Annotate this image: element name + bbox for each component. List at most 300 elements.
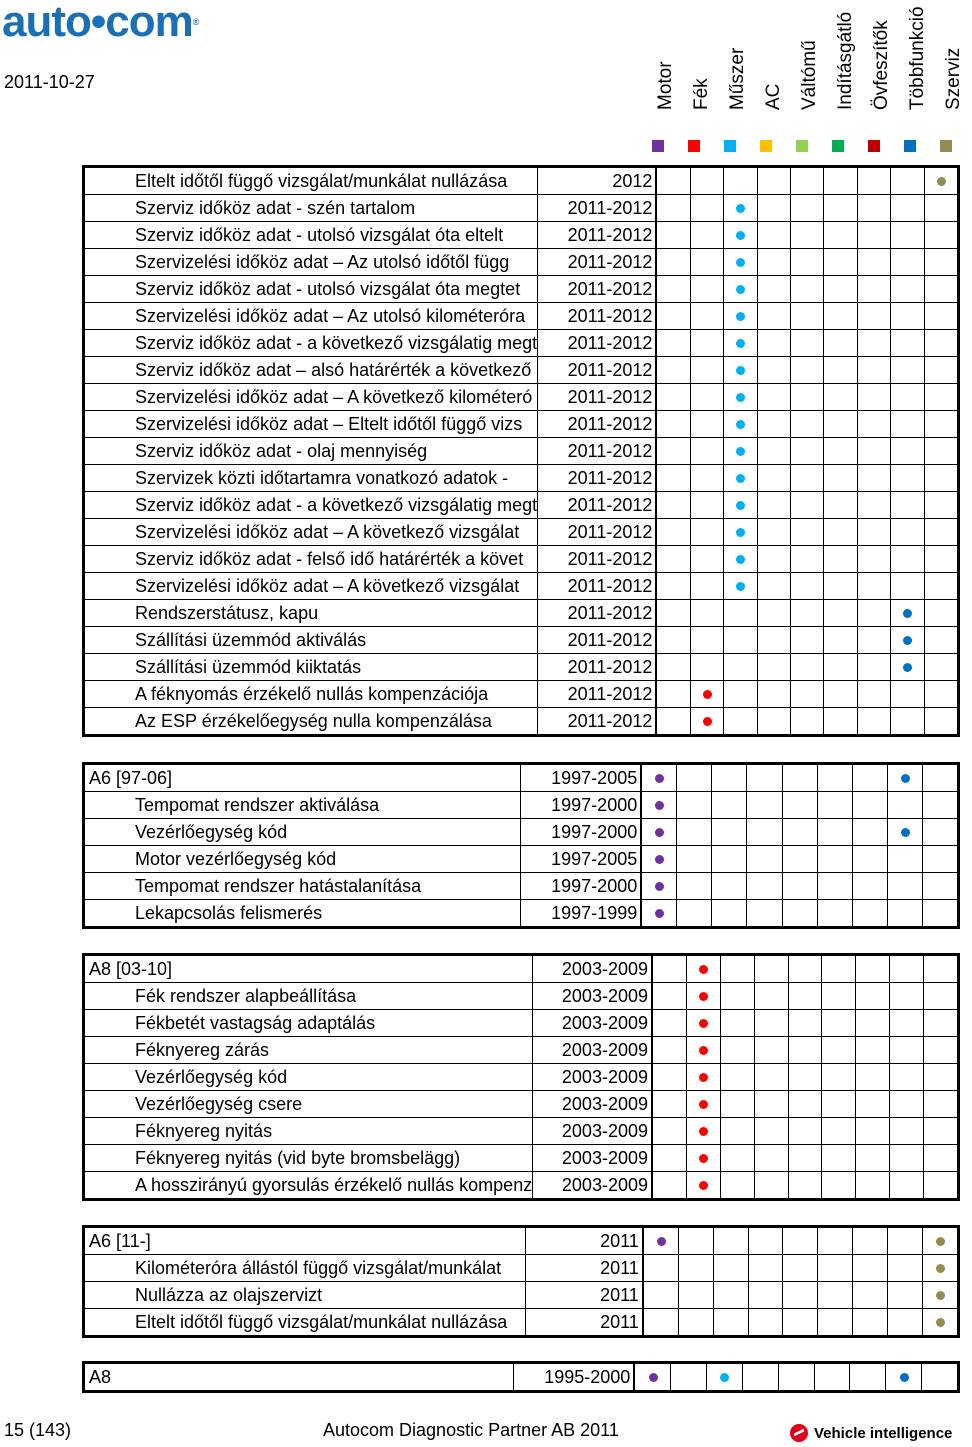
category-cell (757, 276, 790, 303)
category-cell (924, 384, 958, 411)
category-cell (857, 411, 890, 438)
category-cell (757, 438, 790, 465)
category-cell (724, 276, 757, 303)
category-cell (690, 330, 723, 357)
function-name: Szerviz időköz adat – alsó határérték a következő (135, 359, 532, 380)
vehicle-intelligence-logo (790, 1424, 952, 1442)
table-row (84, 573, 959, 600)
function-name: Eltelt időtől függő vizsgálat/munkálat nullázása (135, 170, 508, 191)
year-range: 2003-2009 (533, 1064, 652, 1091)
column-header-8 (936, 0, 972, 132)
year-range: 2011-2012 (538, 492, 657, 519)
category-cell (677, 900, 712, 928)
function-name-cell (84, 438, 538, 465)
category-cell (720, 955, 754, 983)
function-name-cell (84, 873, 521, 900)
support-dot-icon (655, 801, 664, 810)
category-cell (742, 1363, 778, 1392)
category-cell (690, 167, 723, 195)
function-name-cell (84, 222, 538, 249)
category-cell (890, 1037, 924, 1064)
category-cell (788, 983, 822, 1010)
page-number: 15 (143) (4, 1420, 72, 1440)
category-cell (748, 1282, 783, 1309)
category-cell (852, 792, 887, 819)
support-dot-icon (703, 690, 712, 699)
category-cell (686, 1010, 720, 1037)
category-cell (724, 681, 757, 708)
category-cell (924, 438, 958, 465)
function-name: A féknyomás érzékelő nullás kompenzációja (135, 683, 489, 704)
function-name: Szerviz időköz adat - a következő vizsgálatig megt (135, 494, 538, 515)
category-cell (686, 1064, 720, 1091)
function-name-cell (84, 249, 538, 276)
function-name-cell (84, 1037, 533, 1064)
category-cell (824, 708, 857, 736)
category-cell (690, 411, 723, 438)
category-cell (890, 1064, 924, 1091)
category-cell (720, 1172, 754, 1200)
table-row (84, 1363, 959, 1392)
year-range: 2011-2012 (538, 303, 657, 330)
category-cell (924, 600, 958, 627)
year-range: 2011-2012 (538, 708, 657, 736)
function-name-cell (84, 546, 538, 573)
category-cell (643, 1282, 678, 1309)
table-row (84, 1309, 959, 1337)
table-row (84, 249, 959, 276)
category-cell (783, 1255, 818, 1282)
category-cell (641, 900, 677, 928)
category-cell (890, 1118, 924, 1145)
category-cell (690, 222, 723, 249)
category-cell (924, 222, 958, 249)
category-cell (690, 438, 723, 465)
support-dot-icon (655, 774, 664, 783)
year-range: 2003-2009 (533, 1091, 652, 1118)
brand-text: Vehicle intelligence (814, 1424, 953, 1442)
category-cell (686, 1091, 720, 1118)
year-range: 2011-2012 (538, 276, 657, 303)
category-cell (891, 167, 924, 195)
function-name-cell (84, 1309, 526, 1337)
support-dot-icon (655, 855, 664, 864)
year-range: 2011-2012 (538, 411, 657, 438)
category-cell (720, 1010, 754, 1037)
column-label: Fék (691, 78, 712, 110)
category-cell (824, 438, 857, 465)
category-cell (712, 819, 747, 846)
category-cell (817, 846, 852, 873)
category-cell (924, 654, 958, 681)
category-cell (891, 249, 924, 276)
category-cell (757, 546, 790, 573)
category-cell (757, 357, 790, 384)
function-name-cell (84, 276, 538, 303)
category-cell (690, 573, 723, 600)
category-cell (656, 438, 690, 465)
category-cell (924, 983, 959, 1010)
function-name-cell (84, 654, 538, 681)
table-row (84, 846, 959, 873)
function-table (82, 165, 960, 737)
category-cell (891, 627, 924, 654)
category-cell (782, 873, 817, 900)
year-range: 2012 (538, 167, 657, 195)
category-cell (891, 222, 924, 249)
support-dot-icon (936, 1318, 945, 1327)
category-cell (924, 708, 958, 736)
table-row (84, 438, 959, 465)
category-cell (891, 681, 924, 708)
category-cell (678, 1282, 713, 1309)
category-cell (686, 1118, 720, 1145)
category-cell (852, 764, 887, 792)
category-cell (856, 1091, 890, 1118)
category-cell (788, 1145, 822, 1172)
model-name: A8 (89, 1366, 112, 1387)
category-cell (857, 546, 890, 573)
category-cell (656, 681, 690, 708)
category-cell (790, 249, 823, 276)
year-range: 2011-2012 (538, 357, 657, 384)
category-cell (888, 1282, 923, 1309)
category-cell (754, 1091, 788, 1118)
category-cell (757, 303, 790, 330)
footer-company: Autocom Diagnostic Partner AB 2011 (323, 1420, 619, 1440)
category-cell (891, 654, 924, 681)
category-cell (856, 983, 890, 1010)
function-name-cell (84, 384, 538, 411)
category-cell (724, 600, 757, 627)
year-range: 2003-2009 (533, 1172, 652, 1200)
category-cell (824, 573, 857, 600)
category-cell (888, 1309, 923, 1337)
function-name: Tempomat rendszer aktiválása (135, 794, 380, 815)
category-cell (890, 983, 924, 1010)
category-cell (690, 465, 723, 492)
category-cell (824, 384, 857, 411)
category-cell (891, 492, 924, 519)
function-name-cell (84, 167, 538, 195)
category-cell (643, 1309, 678, 1337)
table-row (84, 819, 959, 846)
table-row (84, 1145, 959, 1172)
category-cell (757, 465, 790, 492)
category-cell (790, 330, 823, 357)
support-dot-icon (736, 231, 745, 240)
category-cell (713, 1309, 748, 1337)
category-cell (887, 792, 922, 819)
category-cell (922, 819, 958, 846)
category-cell (747, 819, 782, 846)
year-range: 1997-2005 (521, 846, 641, 873)
column-color-square (832, 140, 844, 152)
category-cell (887, 846, 922, 873)
support-dot-icon (903, 636, 912, 645)
table-row (84, 764, 959, 792)
support-dot-icon (736, 474, 745, 483)
category-cell (783, 1309, 818, 1337)
category-cell (857, 492, 890, 519)
year-range: 1997-2000 (521, 873, 641, 900)
category-cell (891, 384, 924, 411)
table-row (84, 167, 959, 195)
category-cell (853, 1255, 888, 1282)
category-cell (690, 708, 723, 736)
table-row (84, 330, 959, 357)
category-cell (656, 195, 690, 222)
category-cell (720, 1037, 754, 1064)
column-color-square (724, 140, 736, 152)
category-cell (856, 1145, 890, 1172)
function-name: A hosszirányú gyorsulás érzékelő nullás kompenz (135, 1174, 533, 1195)
category-cell (652, 1172, 686, 1200)
category-cell (757, 627, 790, 654)
category-cell (788, 955, 822, 983)
category-cell (924, 357, 958, 384)
category-cell (790, 708, 823, 736)
table-row (84, 681, 959, 708)
category-cell (720, 1118, 754, 1145)
category-cell (656, 519, 690, 546)
table-row (84, 195, 959, 222)
category-cell (822, 1172, 856, 1200)
category-cell (677, 819, 712, 846)
column-header-0 (648, 0, 684, 132)
function-name: Szerviz időköz adat - utolsó vizsgálat óta megtet (135, 278, 521, 299)
year-range: 2011-2012 (538, 465, 657, 492)
category-cell (924, 627, 958, 654)
support-dot-icon (736, 312, 745, 321)
category-cell (790, 573, 823, 600)
category-cell (824, 492, 857, 519)
support-dot-icon (655, 882, 664, 891)
category-cell (857, 600, 890, 627)
category-cell (757, 681, 790, 708)
category-cell (724, 546, 757, 573)
function-name: Az ESP érzékelőegység nulla kompenzálása (135, 710, 492, 731)
year-range: 2003-2009 (533, 955, 652, 983)
category-cell (857, 249, 890, 276)
category-cell (656, 627, 690, 654)
category-cell (757, 492, 790, 519)
category-cell (641, 764, 677, 792)
table-row (84, 900, 959, 928)
category-cell (678, 1309, 713, 1337)
category-cell (757, 195, 790, 222)
function-name-cell (84, 846, 521, 873)
category-cell (641, 873, 677, 900)
category-cell (782, 764, 817, 792)
column-color-square (760, 140, 772, 152)
category-cell (757, 330, 790, 357)
category-cell (724, 195, 757, 222)
category-cell (891, 303, 924, 330)
category-cell (890, 1172, 924, 1200)
year-range: 2011-2012 (538, 195, 657, 222)
year-range: 2011-2012 (538, 222, 657, 249)
category-cell (656, 492, 690, 519)
year-range: 2003-2009 (533, 1010, 652, 1037)
category-cell (656, 357, 690, 384)
function-name-cell (84, 303, 538, 330)
category-cell (857, 195, 890, 222)
function-name: Szállítási üzemmód aktiválás (135, 629, 367, 650)
category-cell (824, 600, 857, 627)
category-cell (817, 900, 852, 928)
category-cell (887, 764, 922, 792)
support-dot-icon (655, 828, 664, 837)
category-cell (857, 654, 890, 681)
category-cell (712, 900, 747, 928)
category-cell (852, 900, 887, 928)
category-cell (856, 955, 890, 983)
function-table (82, 1225, 960, 1338)
category-cell (824, 195, 857, 222)
year-range: 2011-2012 (538, 384, 657, 411)
year-range: 2011-2012 (538, 600, 657, 627)
support-dot-icon (936, 1264, 945, 1273)
category-cell (747, 873, 782, 900)
category-cell (720, 1091, 754, 1118)
category-cell (724, 249, 757, 276)
category-cell (790, 465, 823, 492)
table-row (84, 983, 959, 1010)
function-name: Féknyereg nyitás (135, 1120, 273, 1141)
category-cell (857, 519, 890, 546)
table-row (84, 654, 959, 681)
category-cell (656, 546, 690, 573)
category-cell (891, 519, 924, 546)
category-cell (922, 900, 958, 928)
function-table (82, 1361, 960, 1393)
column-header-4 (792, 0, 828, 132)
year-range: 2011-2012 (538, 546, 657, 573)
function-name-cell (84, 1118, 533, 1145)
category-cell (690, 249, 723, 276)
category-cell (652, 955, 686, 983)
table-row (84, 222, 959, 249)
category-cell (757, 708, 790, 736)
support-dot-icon (936, 1291, 945, 1300)
function-name-cell (84, 195, 538, 222)
category-cell (924, 681, 958, 708)
column-header-7 (900, 0, 936, 132)
category-cell (790, 627, 823, 654)
category-cell (690, 195, 723, 222)
support-dot-icon (655, 909, 664, 918)
category-cell (724, 303, 757, 330)
function-name-cell (84, 330, 538, 357)
category-cell (856, 1172, 890, 1200)
category-cell (724, 573, 757, 600)
function-name: Fék rendszer alapbeállítása (135, 985, 357, 1006)
support-dot-icon (657, 1237, 666, 1246)
function-name: Fékbetét vastagság adaptálás (135, 1012, 376, 1033)
function-name: Szervizelési időköz adat – A következő vizsgálat (135, 575, 520, 596)
category-cell (887, 900, 922, 928)
category-cell (790, 654, 823, 681)
category-cell (890, 1145, 924, 1172)
category-cell (720, 1145, 754, 1172)
category-cell (641, 819, 677, 846)
category-cell (817, 873, 852, 900)
function-name-cell (84, 492, 538, 519)
function-name: Szervizelési időköz adat – A következő kilométeró (135, 386, 533, 407)
category-cell (924, 1145, 959, 1172)
category-cell (788, 1172, 822, 1200)
column-color-square (688, 140, 700, 152)
category-cell (656, 222, 690, 249)
year-range: 2011-2012 (538, 438, 657, 465)
function-name-cell (84, 600, 538, 627)
year-range: 2011 (525, 1255, 642, 1282)
category-cell (853, 1282, 888, 1309)
support-dot-icon (699, 1127, 708, 1136)
category-cell (634, 1363, 670, 1392)
category-cell (724, 627, 757, 654)
category-cell (857, 167, 890, 195)
table-row (84, 627, 959, 654)
table-row (84, 873, 959, 900)
function-name-cell (84, 627, 538, 654)
category-cell (891, 411, 924, 438)
table-row (84, 276, 959, 303)
category-cell (724, 222, 757, 249)
category-cell (890, 955, 924, 983)
category-cell (857, 384, 890, 411)
category-cell (757, 654, 790, 681)
category-cell (790, 519, 823, 546)
category-cell (720, 983, 754, 1010)
category-cell (922, 764, 958, 792)
category-cell (822, 1064, 856, 1091)
category-cell (888, 1227, 923, 1255)
column-header-3 (756, 0, 792, 132)
category-cell (754, 1118, 788, 1145)
category-cell (656, 167, 690, 195)
function-table (82, 762, 960, 929)
category-cell (790, 438, 823, 465)
category-cell (924, 411, 958, 438)
category-cell (724, 438, 757, 465)
function-name: Motor vezérlőegység kód (135, 848, 337, 869)
table-row (84, 955, 959, 983)
category-cell (790, 195, 823, 222)
category-cell (757, 384, 790, 411)
support-dot-icon (736, 420, 745, 429)
category-cell (891, 546, 924, 573)
column-label: Övfeszítők (871, 20, 892, 110)
model-name: A8 [03-10] (89, 958, 173, 979)
category-cell (656, 708, 690, 736)
year-range: 1997-2005 (521, 764, 641, 792)
support-dot-icon (699, 1046, 708, 1055)
function-name-cell (84, 573, 538, 600)
category-cell (824, 357, 857, 384)
table-row (84, 600, 959, 627)
function-name: Vezérlőegység kód (135, 1066, 288, 1087)
category-cell (924, 1064, 959, 1091)
category-cell (656, 465, 690, 492)
category-cell (924, 276, 958, 303)
category-cell (922, 792, 958, 819)
model-name: A6 [97-06] (89, 767, 173, 788)
category-cell (924, 492, 958, 519)
category-cell (887, 819, 922, 846)
category-cell (853, 1227, 888, 1255)
